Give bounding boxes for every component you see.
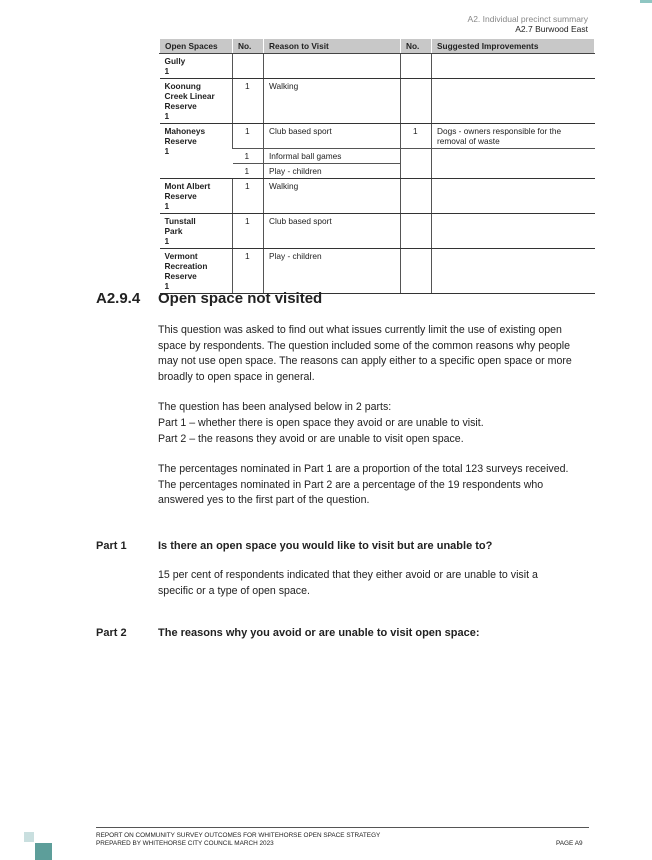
cell-improvement: [432, 214, 595, 249]
col-header-no-2: No.: [401, 39, 432, 54]
cell-open-space: Koonung Creek Linear Reserve 1: [160, 79, 233, 124]
table-row: [160, 54, 595, 79]
part1-question: Is there an open space you would like to visit but are unable to?: [158, 540, 493, 552]
cell-no: 1: [233, 214, 264, 249]
cell-no: 1: [233, 179, 264, 214]
percentages-paragraph: [158, 462, 588, 509]
col-header-reason: Reason to Visit: [264, 39, 401, 54]
page-number: PAGE A9: [556, 840, 583, 847]
logo-square-dark: [35, 843, 52, 860]
cell-reason: Play - children: [264, 164, 401, 179]
analysis-line-2: Part 1 – whether there is open space they avoid or are unable to visit.: [158, 416, 484, 429]
cell-no-2: [401, 249, 432, 294]
table-row: [160, 79, 595, 124]
analysis-paragraph: [158, 400, 588, 448]
col-header-no: No.: [233, 39, 264, 54]
section-title: Open space not visited: [158, 290, 323, 307]
part2-label: Part 2: [96, 627, 127, 639]
open-spaces-table: [159, 38, 595, 294]
table-row: [160, 214, 595, 249]
footer-report-title: REPORT ON COMMUNITY SURVEY OUTCOMES FOR WHITEHORSE OPEN SPACE STRATEGY: [96, 832, 381, 839]
cell-improvement: [432, 249, 595, 294]
cell-improvement: [432, 179, 595, 214]
part2-question: The reasons why you avoid or are unable to visit open space:: [158, 627, 480, 639]
col-header-open-spaces: Open Spaces: [160, 39, 233, 54]
intro-text: This question was asked to find out what issues currently limit the use of existing open space by respondents. The question included some of the common reasons why people may not use open space. The reasons can apply either to a specific open space or more broadly to open space in general.: [158, 324, 572, 383]
cell-reason: Play - children: [264, 249, 401, 294]
cell-improvement: [432, 79, 595, 124]
footer-divider: [96, 827, 589, 828]
table-row: [160, 124, 595, 149]
col-header-improvements: Suggested Improvements: [432, 39, 595, 54]
cell-no: 1: [233, 249, 264, 294]
corner-accent: [640, 0, 652, 3]
cell-reason: Walking: [264, 179, 401, 214]
cell-open-space: Mont Albert Reserve 1: [160, 179, 233, 214]
cell-open-space: Tunstall Park 1: [160, 214, 233, 249]
intro-paragraph: [158, 323, 588, 385]
header-subsection: A2.7 Burwood East: [515, 24, 588, 34]
cell-no: [233, 54, 264, 79]
table-row: [160, 249, 595, 294]
cell-reason: [264, 54, 401, 79]
cell-no-2: [401, 214, 432, 249]
cell-no-2: [401, 79, 432, 124]
table-row: [160, 179, 595, 214]
cell-open-space: Gully 1: [160, 54, 233, 79]
part1-answer: 15 per cent of respondents indicated that they either avoid or are unable to visit a specific or a type of open space.: [158, 569, 538, 597]
cell-no: 1: [233, 124, 264, 149]
cell-reason: Club based sport: [264, 214, 401, 249]
cell-open-space: Vermont Recreation Reserve 1: [160, 249, 233, 294]
cell-open-space: Mahoneys Reserve 1: [160, 124, 233, 179]
analysis-line-3: Part 2 – the reasons they avoid or are unable to visit open space.: [158, 433, 464, 446]
percentages-text: The percentages nominated in Part 1 are a proportion of the total 123 surveys received. The percentages nominated in Part 2 are a percentage of the 19 respondents who answered yes to the first part of the question.: [158, 463, 569, 507]
cell-improvement: Dogs - owners responsible for the removal of waste: [432, 124, 595, 149]
table-header-row: [160, 39, 595, 54]
cell-improvement: [432, 149, 595, 179]
cell-no: 1: [233, 79, 264, 124]
cell-reason: Informal ball games: [264, 149, 401, 164]
cell-improvement: [432, 54, 595, 79]
part1-answer-block: [158, 568, 558, 599]
header-section: A2. Individual precinct summary: [467, 14, 588, 24]
section-number: A2.9.4: [96, 290, 141, 307]
logo-square-light: [24, 832, 34, 842]
cell-no-2: 1: [401, 124, 432, 149]
cell-reason: Club based sport: [264, 124, 401, 149]
cell-no-2: [401, 179, 432, 214]
cell-no-2: [401, 149, 432, 179]
part1-label: Part 1: [96, 540, 127, 552]
cell-reason: Walking: [264, 79, 401, 124]
analysis-line-1: The question has been analysed below in 2 parts:: [158, 401, 392, 413]
cell-no-2: [401, 54, 432, 79]
cell-no: 1: [233, 149, 264, 164]
footer-prepared-by: PREPARED BY WHITEHORSE CITY COUNCIL MARCH 2023: [96, 840, 274, 847]
cell-no: 1: [233, 164, 264, 179]
